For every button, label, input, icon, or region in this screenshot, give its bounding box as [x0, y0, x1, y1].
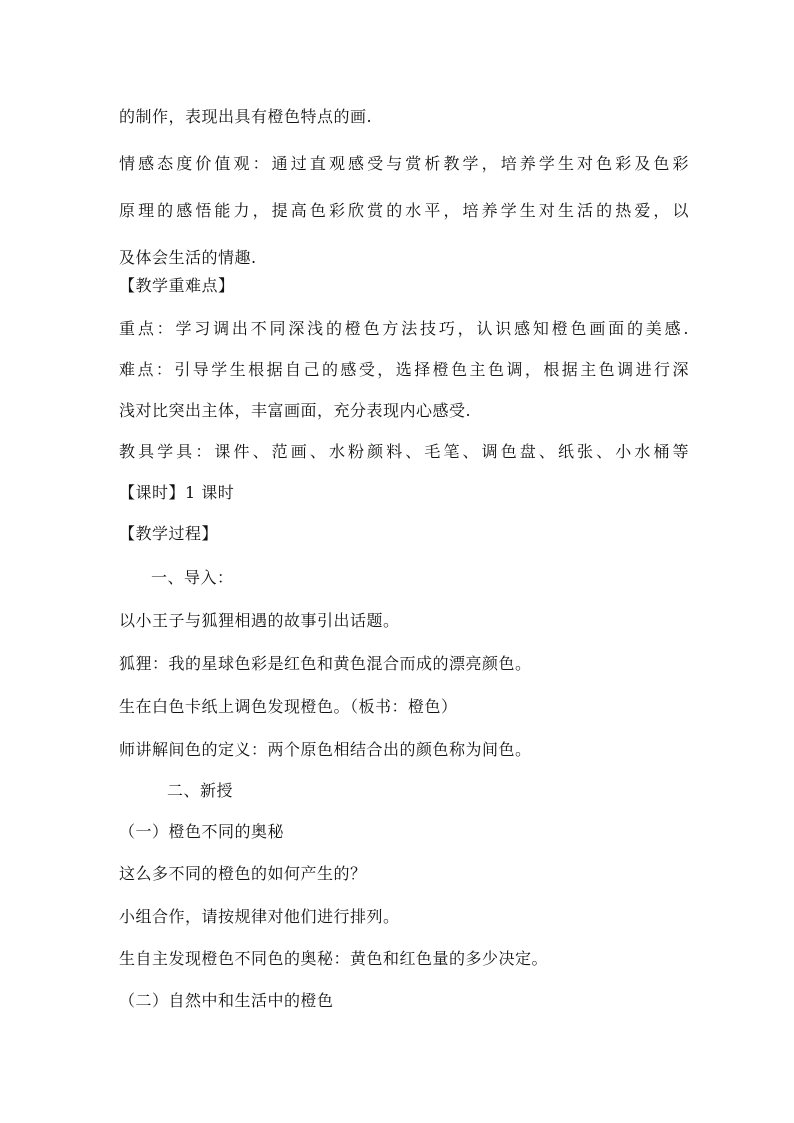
- text-line-difficulty-2: 浅对比突出主体，丰富画面，充分表现内心感受.: [119, 401, 472, 420]
- section-heading-difficulties: 【教学重难点】: [119, 276, 235, 295]
- section-heading-teaching-process: 【教学过程】: [119, 524, 219, 543]
- text-line-intro-3: 生在白色卡纸上调色发现橙色。（板书：橙色）: [119, 697, 458, 716]
- text-line-teaching-tools: 教具学具：课件、范画、水粉颜料、毛笔、调色盘、纸张、小水桶等: [119, 442, 689, 461]
- text-line-lesson-3: 生自主发现橙色不同色的奥秘：黄色和红色量的多少决定。: [119, 949, 549, 968]
- text-line-difficulty-1: 难点：引导学生根据自己的感受，选择橙色主色调，根据主色调进行深: [119, 360, 689, 379]
- text-line-3: 原理的感悟能力，提高色彩欣赏的水平，培养学生对生活的热爱，以: [119, 201, 689, 220]
- text-line-intro-2: 狐狸：我的星球色彩是红色和黄色混合而成的漂亮颜色。: [119, 654, 532, 673]
- text-line-4: 及体会生活的情趣.: [119, 248, 257, 267]
- text-line-intro-4: 师讲解间色的定义：两个原色相结合出的颜色称为间色。: [119, 740, 532, 759]
- text-line-1: 的制作，表现出具有橙色特点的画.: [119, 107, 373, 126]
- subheading-new-lesson: 二、新授: [167, 781, 234, 800]
- text-line-lesson-2: 小组合作，请按规律对他们进行排列。: [119, 907, 400, 926]
- text-line-lesson-1: 这么多不同的橙色的如何产生的？: [119, 864, 367, 883]
- text-line-2: 情感态度价值观：通过直观感受与赏析教学，培养学生对色彩及色彩: [119, 154, 689, 173]
- subheading-introduction: 一、导入：: [151, 568, 234, 587]
- section-heading-class-hours: 【课时】1 课时: [119, 483, 235, 502]
- subheading-orange-in-nature: （二）自然中和生活中的橙色: [119, 991, 334, 1010]
- text-line-key-point: 重点：学习调出不同深浅的橙色方法技巧，认识感知橙色画面的美感.: [119, 319, 689, 338]
- text-line-intro-1: 以小王子与狐狸相遇的故事引出话题。: [119, 611, 400, 630]
- subheading-orange-secret: （一）橙色不同的奥秘: [119, 822, 285, 841]
